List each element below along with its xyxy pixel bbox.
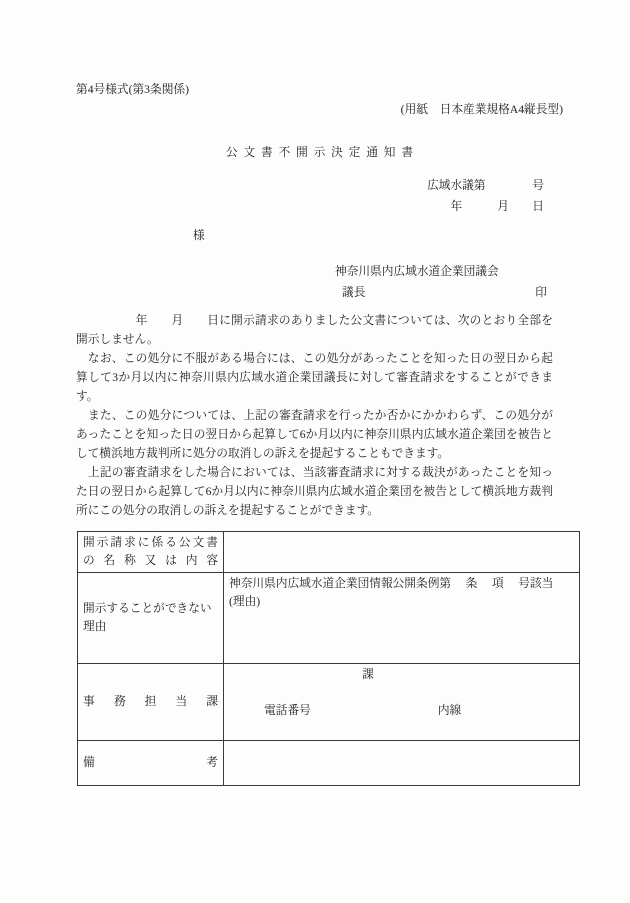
- paragraph-lawsuit-after-appeal: 上記の審査請求をした場合においては、当該審査請求に対する裁決があったことを知った日の翌日から起算して6か月以内に神奈川県内広域水道企業団を被告として横浜地方裁判所にこの処分の取消しの訴えを提起することができます。: [76, 466, 553, 517]
- addressee-sama-label: 様: [193, 229, 205, 242]
- sender-role-label: 議長: [342, 286, 366, 299]
- nondisclosure-reason-value-cell: [224, 573, 580, 664]
- body-text: [76, 311, 553, 520]
- paragraph-lawsuit: また、この処分については、上記の審査請求を行ったか否かにかかわらず、この処分があったことを知った日の翌日から起算して6か月以内に神奈川県内広域水道企業団を被告として横浜地方裁判所に処分の取消しの訴えを提起することもできます。: [76, 409, 553, 460]
- document-title: 公文書不開示決定通知書: [225, 146, 419, 159]
- details-table: [77, 531, 580, 786]
- section-suffix-label: 課: [362, 668, 374, 681]
- document-number-line: 広域水議第 号: [427, 179, 544, 192]
- table-row-nondisclosure-reason: [78, 573, 580, 664]
- table-row-document-name: [78, 532, 580, 573]
- seal-mark: 印: [535, 286, 547, 299]
- reason-label: (理由): [229, 595, 261, 608]
- row-label-cell: 備 考: [78, 741, 224, 786]
- row-label-cell: [78, 532, 224, 573]
- paper-size-note: (用紙 日本産業規格A4縦長型): [400, 103, 563, 116]
- phone-number-label: 電話番号: [264, 704, 311, 717]
- table-row-contact-section: [78, 664, 580, 741]
- document-name-value-cell: [224, 532, 580, 573]
- contact-section-value-cell: [224, 664, 580, 741]
- row-label-cell: 開示することができない理由: [78, 573, 224, 664]
- remarks-value-cell: [224, 741, 580, 786]
- paragraph-appeal-request: なお、この処分に不服がある場合には、この処分があったことを知った日の翌日から起算して3か月以内に神奈川県内広域水道企業団議長に対して審査請求をすることができます。: [76, 352, 553, 403]
- phone-line: [229, 684, 574, 738]
- sender-role-line: [342, 286, 547, 300]
- row-label-document-name-line2: の 名 称 又 は 内 容: [83, 554, 218, 567]
- form-number: 第4号様式(第3条関係): [76, 83, 189, 96]
- row-label-cell: 事 務 担 当 課: [78, 664, 224, 741]
- statute-reference-line: 神奈川県内広域水道企業団情報公開条例第 条 項 号該当: [229, 577, 554, 590]
- row-label-document-name-line1: 開示請求に係る公文書: [83, 536, 218, 549]
- table-row-remarks: [78, 741, 580, 786]
- extension-label: 内線: [437, 704, 462, 717]
- date-line: 年 月 日: [450, 200, 544, 213]
- paragraph-decision: 年 月 日に開示請求のありました公文書については、次のとおり全部を開示しません。: [76, 314, 553, 346]
- sender-organization: 神奈川県内広域水道企業団議会: [335, 265, 499, 278]
